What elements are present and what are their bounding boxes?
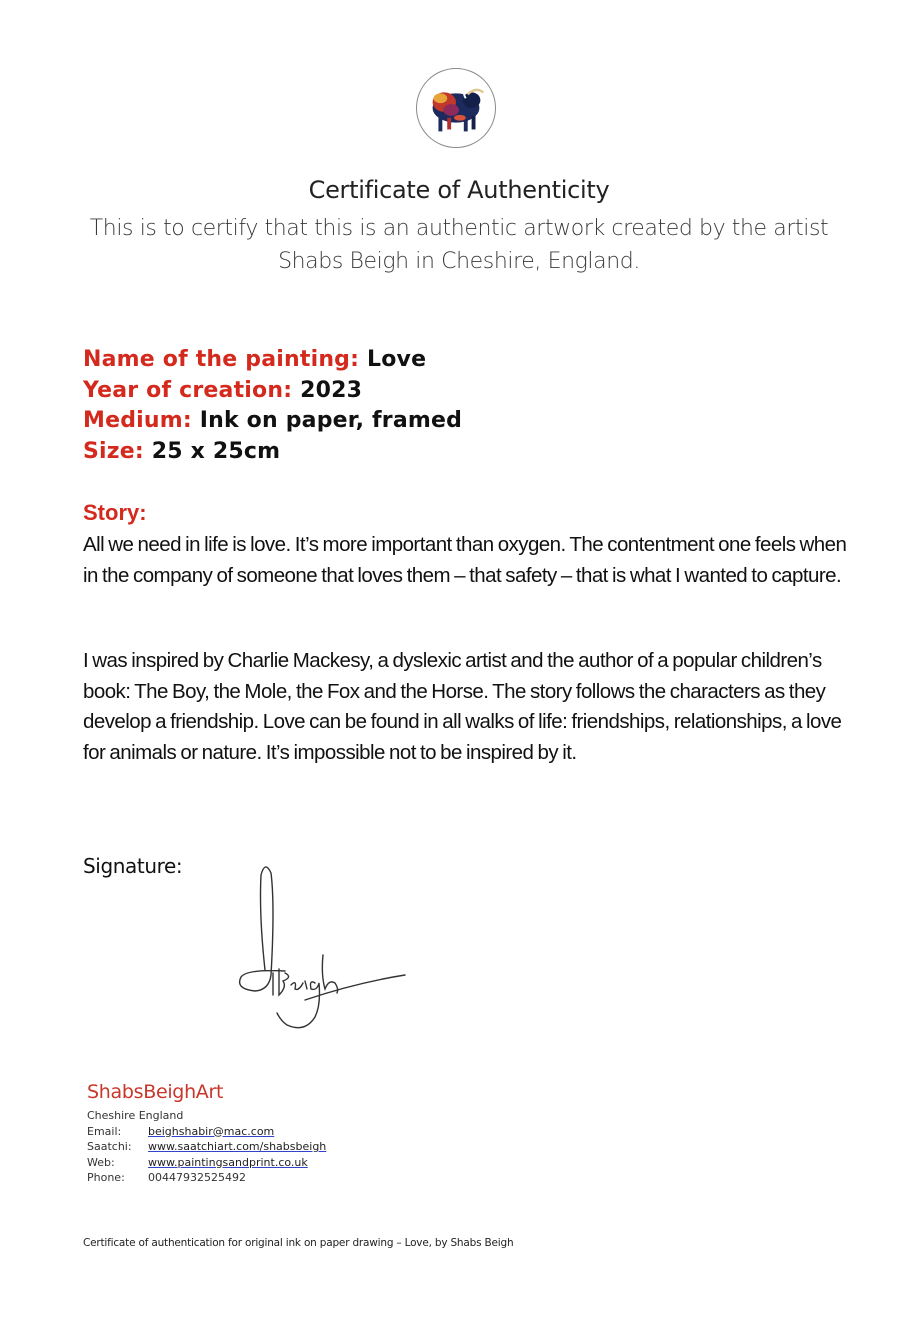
email-line	[87, 1124, 326, 1140]
detail-value: 25 x 25cm	[143, 438, 281, 464]
signature-icon	[225, 855, 415, 1040]
detail-painting-name	[83, 345, 462, 376]
contact-block	[87, 1108, 326, 1186]
saatchi-link[interactable]: www.saatchiart.com/shabsbeigh	[148, 1140, 327, 1153]
phone-line	[87, 1170, 326, 1186]
saatchi-line	[87, 1139, 326, 1155]
detail-size	[83, 437, 462, 468]
detail-value: 2023	[292, 377, 363, 403]
saatchi-label: Saatchi:	[87, 1140, 132, 1153]
web-line	[87, 1155, 326, 1171]
certification-statement	[60, 212, 858, 278]
detail-label: Year of creation:	[83, 377, 293, 403]
phone-number: 00447932525492	[148, 1171, 246, 1184]
signature-label: Signature:	[83, 854, 183, 878]
detail-year	[83, 376, 462, 407]
detail-label: Name of the painting:	[83, 347, 360, 372]
intro-line-2: Shabs Beigh in Cheshire, England.	[278, 249, 640, 274]
detail-value: Ink on paper, framed	[191, 408, 463, 433]
bull-logo-icon	[416, 68, 496, 148]
email-label: Email:	[87, 1124, 122, 1138]
phone-label: Phone:	[87, 1171, 125, 1184]
email-link[interactable]: beighshabir@mac.com	[148, 1124, 275, 1138]
detail-medium	[83, 406, 462, 437]
intro-line-1: This is to certify that this is an authentic artwork created by the artist	[89, 216, 829, 241]
detail-value: Love	[359, 347, 427, 372]
story-paragraph-1: All we need in life is love. It’s more important than oxygen. The contentment one feels when in the company of someone that loves them – that safety – that is what I wanted to capture.	[83, 533, 847, 587]
web-link[interactable]: www.paintingsandprint.co.uk	[148, 1155, 308, 1169]
page-footer: Certificate of authentication for original ink on paper drawing – Love, by Shabs Beigh	[83, 1237, 514, 1249]
location-line	[87, 1108, 326, 1124]
location-text: Cheshire England	[87, 1109, 184, 1122]
artwork-details	[83, 345, 462, 467]
story-heading: Story:	[83, 500, 147, 525]
detail-label: Size:	[83, 438, 144, 464]
detail-label: Medium:	[83, 408, 192, 433]
web-label: Web:	[87, 1155, 115, 1169]
story-paragraph-2: I was inspired by Charlie Mackesy, a dyslexic artist and the author of a popular children’s book: The Boy, the Mole, the Fox and the Horse. The story follows the characters as they develop a friendship. Love can be found in all walks of life: friendships, relationships, a love for animals or nature. It’s impossible not to be inspired by it.	[83, 649, 842, 764]
certificate-title: Certificate of Authenticity	[308, 176, 610, 204]
brand-name: ShabsBeighArt	[87, 1081, 224, 1103]
